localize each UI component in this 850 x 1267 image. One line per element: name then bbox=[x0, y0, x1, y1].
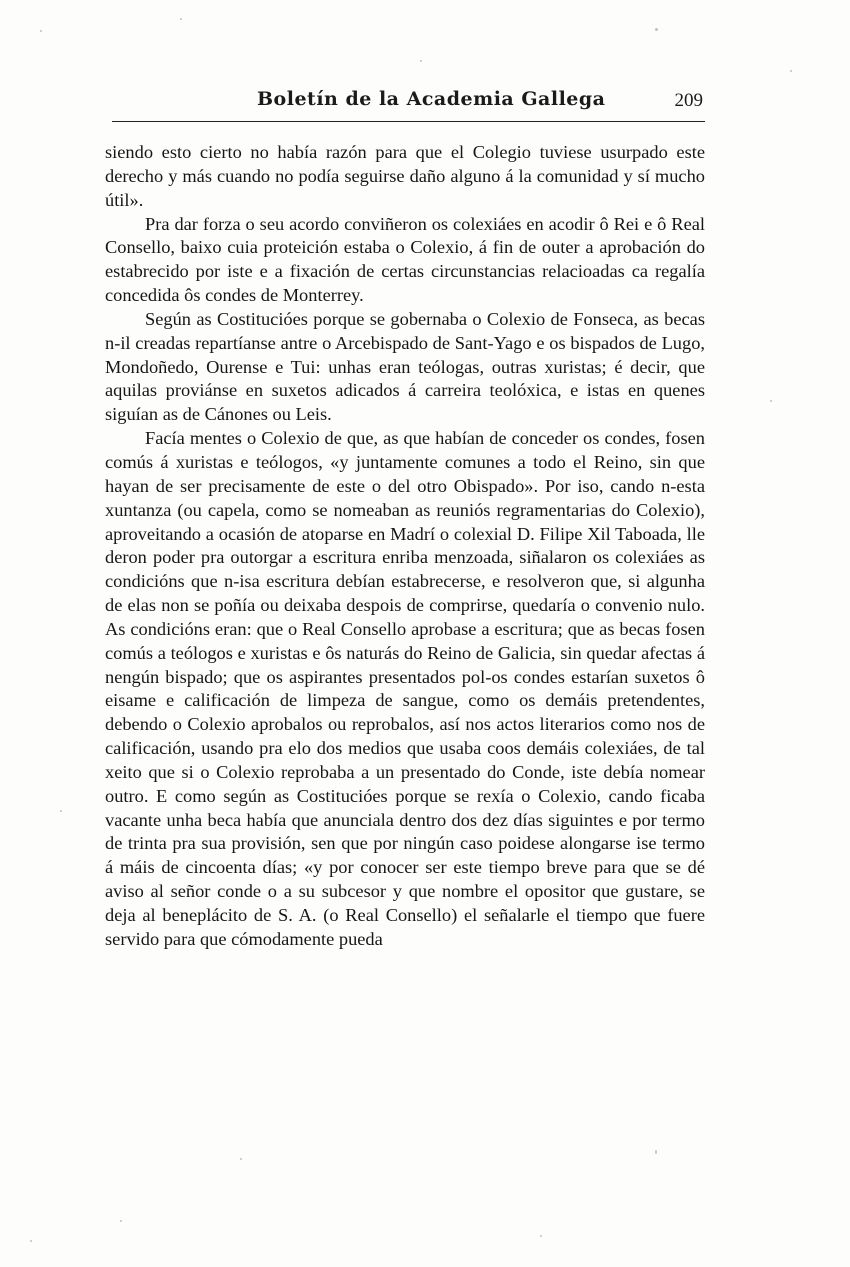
body-text bbox=[105, 141, 705, 952]
paragraph: Facía mentes o Colexio de que, as que habían de conceder os condes, fosen comús á xuristas e teólogos, «y juntamente comunes a todo el Reino, sin que hayan de ser precisamente de este o del otro Obispado». Por iso, cando n-esta xuntanza (ou capela, como se nomeaban as reuniós regramentarias do Colexio), aproveitando a ocasión de atoparse en Madrí o colexial D. Filipe Xil Taboada, lle deron poder pra outorgar a escritura enriba menzoada, siñalaron os colexiáes as condicións que n-isa escritura debían estabrecerse, e resolveron que, si algunha de elas non se poñía ou deixaba despois de comprirse, quedaría o convenio nulo. As condicións eran: que o Real Consello aprobase a escritura; que as becas fosen comús a teólogos e xuristas e ôs naturás do Reino de Galicia, sin quedar afectas á nengún bispado; que os aspirantes presentados pol-os condes estarían suxetos ô eisame e calificación de limpeza de sangue, como os demáis pretendentes, debendo o Colexio aprobalos ou reprobalos, así nos actos literarios como nos de calificación, usando pra elo dos medios que usaba coos demáis colexiáes, de tal xeito que si o Colexio reprobaba a un presentado do Conde, iste debía nomear outro. E como según as Costitucióes porque se rexía o Colexio, cando ficaba vacante unha beca había que anunciala dentro dos dez días siguintes e por termo de trinta pra sua provisión, sen que por ningún caso poidese alongarse ise termo á máis de cincoenta días; «y por conocer ser este tiempo breve para que se dé aviso al señor conde o a su subcesor y que nombre el opositor que gustare, se deja al beneplácito de S. A. (o Real Consello) el señalarle el tiempo que fuere servido para que cómodamente pueda bbox=[105, 428, 705, 949]
page-header bbox=[112, 88, 707, 118]
scan-speckle bbox=[790, 70, 792, 72]
scan-speckle bbox=[30, 1240, 32, 1242]
page-number: 209 bbox=[674, 90, 703, 111]
scan-speckle bbox=[240, 1158, 242, 1160]
scan-speckle bbox=[40, 30, 42, 32]
scan-speckle bbox=[420, 60, 422, 62]
scan-speckle bbox=[655, 1150, 657, 1154]
scan-speckle bbox=[770, 400, 772, 402]
scan-speckle bbox=[655, 28, 658, 31]
header-rule bbox=[112, 121, 705, 122]
scan-speckle bbox=[120, 1220, 122, 1222]
scan-speckle bbox=[60, 810, 62, 812]
scan-speckle bbox=[180, 18, 182, 20]
paragraph: Según as Costitucióes porque se gobernaba o Colexio de Fonseca, as becas n-il creadas repartíanse antre o Arcebispado de Sant-Yago e os bispados de Lugo, Mondoñedo, Ourense e Tui: unhas eran teólogas, outras xuristas; é decir, que aquilas proviánse en suxetos adicados á carreira teolóxica, e istas en quenes siguían as de Cánones ou Leis. bbox=[105, 308, 705, 425]
running-title: Boletín de la Academia Gallega bbox=[257, 88, 606, 110]
paragraph: Pra dar forza o seu acordo conviñeron os colexiáes en acodir ô Rei e ô Real Consello, baixo cuia proteición estaba o Colexio, á fin de outer a aprobación do estabrecido por iste e a fixación de certas circunstancias relacioadas ca regalía concedida ôs condes de Monterrey. bbox=[105, 213, 705, 306]
paragraph-continued: siendo esto cierto no había razón para que el Colegio tuviese usurpado este derecho y más cuando no podía seguirse daño alguno á la comunidad y sí mucho útil». bbox=[105, 142, 705, 210]
scan-speckle bbox=[540, 1235, 542, 1237]
